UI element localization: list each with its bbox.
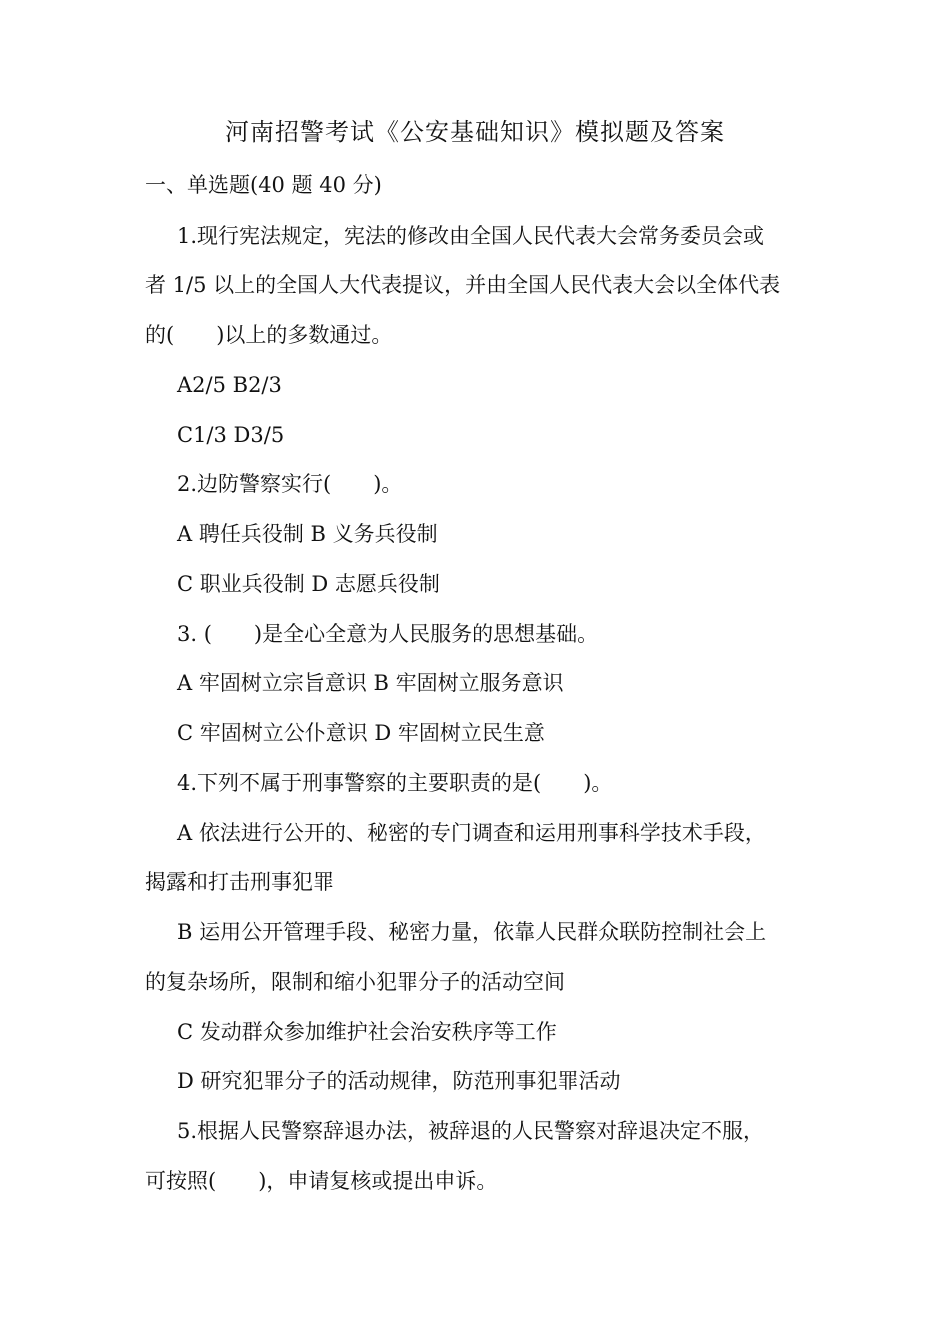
question-3-options-ab: A 牢固树立宗旨意识 B 牢固树立服务意识 (177, 671, 564, 695)
question-2-options-ab: A 聘任兵役制 B 义务兵役制 (177, 522, 438, 546)
question-4-option-b-line-1: B 运用公开管理手段、秘密力量，依靠人民群众联防控制社会上 (177, 920, 767, 944)
question-2-options-cd: C 职业兵役制 D 志愿兵役制 (177, 572, 440, 596)
question-3-options-cd: C 牢固树立公仆意识 D 牢固树立民生意 (177, 721, 545, 745)
question-4-option-c: C 发动群众参加维护社会治安秩序等工作 (177, 1020, 557, 1044)
section-heading: 一、单选题(40 题 40 分) (145, 173, 382, 197)
question-3-stem: 3. ( )是全心全意为人民服务的思想基础。 (177, 622, 599, 646)
question-2-stem: 2.边防警察实行( )。 (177, 472, 403, 496)
question-1-line-1: 1.现行宪法规定，宪法的修改由全国人民代表大会常务委员会或 (177, 224, 765, 248)
question-4-option-a-line-1: A 依法进行公开的、秘密的专门调查和运用刑事科学技术手段， (177, 821, 766, 845)
question-1-options-cd: C1/3 D3/5 (177, 423, 285, 447)
question-1-options-ab: A2/5 B2/3 (177, 373, 282, 397)
document-title: 河南招警考试《公安基础知识》模拟题及答案 (225, 118, 725, 146)
question-4-option-d: D 研究犯罪分子的活动规律，防范刑事犯罪活动 (177, 1069, 621, 1093)
question-1-line-2: 者 1/5 以上的全国人大代表提议，并由全国人民代表大会以全体代表 (145, 273, 781, 297)
question-5-line-1: 5.根据人民警察辞退办法，被辞退的人民警察对辞退决定不服， (177, 1119, 765, 1143)
question-5-line-2: 可按照( )，申请复核或提出申诉。 (145, 1169, 498, 1193)
question-4-option-b-line-2: 的复杂场所，限制和缩小犯罪分子的活动空间 (145, 970, 565, 994)
question-1-line-3: 的( )以上的多数通过。 (145, 323, 393, 347)
question-4-option-a-line-2: 揭露和打击刑事犯罪 (145, 870, 334, 894)
question-4-stem: 4.下列不属于刑事警察的主要职责的是( )。 (177, 771, 613, 795)
